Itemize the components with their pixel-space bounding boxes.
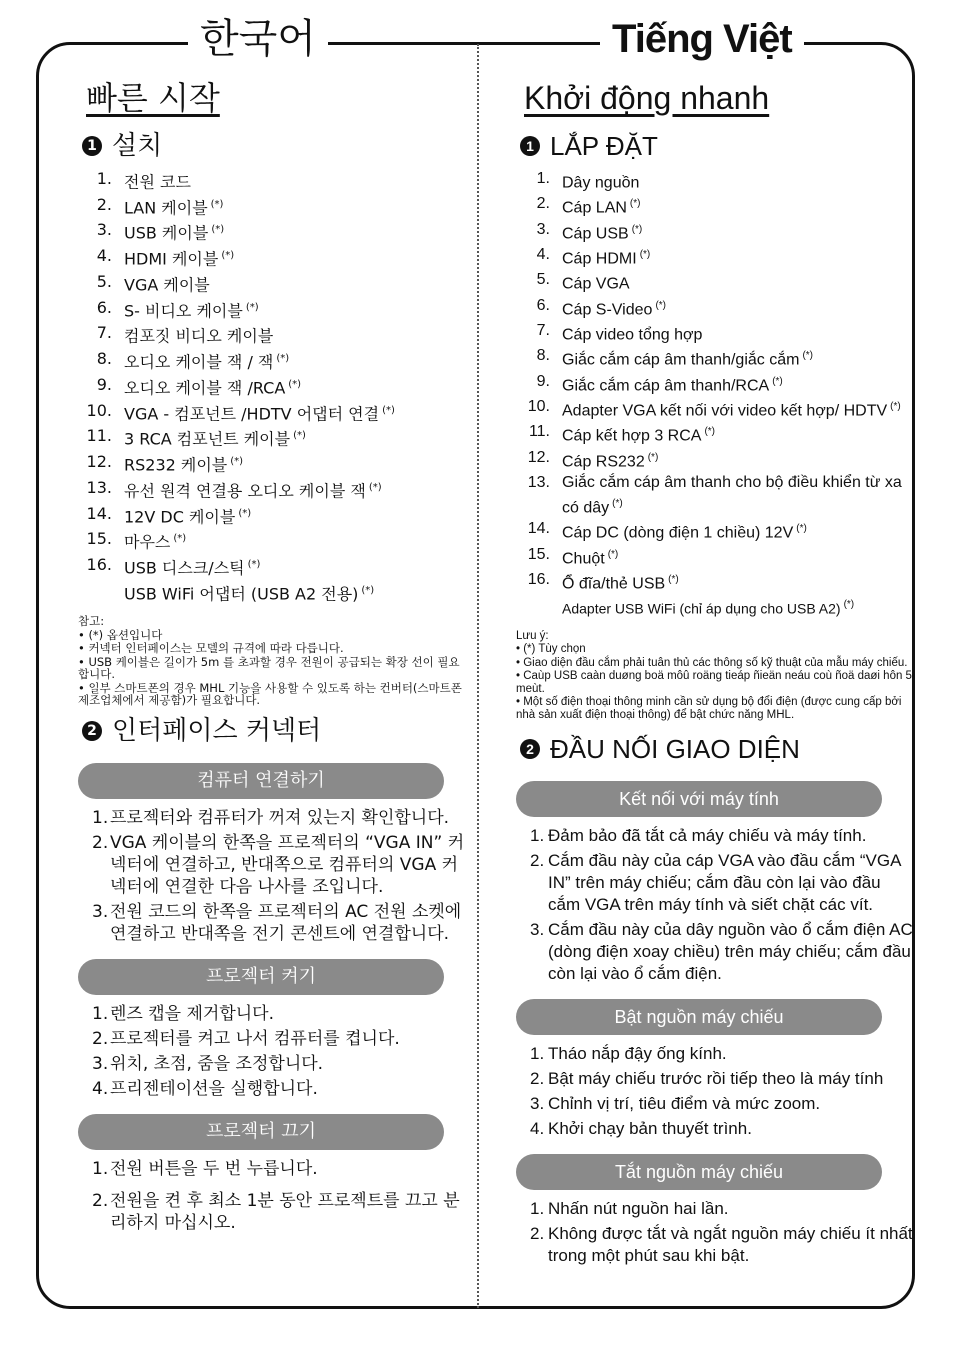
item-text: Cáp DC (dòng điện 1 chiều) 12V: [562, 524, 794, 542]
list-item: [516, 371, 916, 396]
optional-mark: (*): [382, 404, 395, 416]
korean-header: 한국어: [188, 14, 328, 64]
note-line: • Giao diện đầu cắm phải tuân thủ các thông số kỹ thuật của mẫu máy chiếu.: [516, 656, 908, 669]
item-text: Giắc cắm cáp âm thanh/RCA: [562, 376, 770, 394]
vietnamese-header: Tiếng Việt: [600, 14, 804, 64]
optional-mark: (*): [276, 353, 290, 365]
item-number: 5.: [96, 271, 112, 291]
item-text: 유선 원격 연결용 오디오 케이블 잭: [124, 481, 366, 501]
item-number: 3.: [96, 220, 112, 240]
note-line: • 일부 스마트폰의 경우 MHL 기능을 사용할 수 있도록 하는 컨버터(스마트폰 제조업체에서 제공함)가 필요합니다.: [78, 680, 462, 708]
note-line: • Một số điện thoại thông minh cần sử dụng bộ đổi điện (được cung cấp bởi nhà sản xuất điện thoại thông) để bật chức năng MHL.: [516, 696, 902, 721]
list-item: [78, 528, 468, 554]
step-row: [92, 807, 468, 829]
item-text: 3 RCA 컴포넌트 케이블: [124, 429, 291, 449]
item-text: Cáp video tổng hợp: [562, 326, 703, 344]
item-number: 15.: [527, 545, 550, 563]
step-row: [530, 825, 916, 847]
optional-mark: (*): [612, 497, 623, 509]
step-text: 렌즈 캡을 제거합니다.: [110, 1003, 275, 1024]
optional-mark: (*): [655, 299, 666, 311]
list-item: [78, 503, 468, 529]
item-number: 13.: [86, 477, 112, 497]
item-text: USB 케이블: [124, 223, 209, 243]
item-number: 2.: [96, 194, 112, 214]
item-number: 1.: [536, 170, 550, 187]
item-text: Cáp VGA: [562, 275, 630, 293]
optional-mark: (*): [704, 426, 716, 438]
item-number: 10.: [86, 400, 112, 420]
list-item: [78, 451, 468, 477]
list-item: [78, 400, 468, 426]
section-banner: Bật nguồn máy chiếu: [516, 999, 882, 1035]
step-number: 2.: [92, 832, 109, 853]
optional-mark: (*): [210, 198, 224, 210]
step-number: 1.: [530, 826, 545, 846]
vi-interface-title: ĐẦU NỐI GIAO DIỆN: [550, 734, 800, 765]
step-text: Đảm bảo đã tắt cả máy chiếu và máy tính.: [548, 826, 867, 846]
list-item: [78, 477, 468, 503]
step-number-icon: 1: [82, 136, 102, 156]
list-item: [516, 421, 916, 446]
step-row: [530, 1068, 916, 1090]
list-item: [516, 295, 916, 320]
vi-install-heading: [520, 128, 916, 164]
item-number: 5.: [536, 271, 550, 289]
step-number: 1.: [92, 1003, 109, 1024]
optional-mark: (*): [772, 375, 783, 387]
item-number: 7.: [96, 323, 112, 343]
optional-mark: (*): [293, 430, 306, 442]
step-text: Tháo nắp đậy ống kính.: [548, 1044, 727, 1064]
item-number: 9.: [536, 372, 550, 390]
item-text: Cáp LAN: [562, 199, 627, 217]
item-number: 8.: [96, 349, 112, 369]
list-item: [516, 269, 916, 294]
step-text: 위치, 초점, 줌을 조정합니다.: [110, 1053, 324, 1074]
list-item: [78, 168, 468, 194]
step-row: [92, 832, 468, 898]
item-text: Adapter VGA kết nối với video kết hợp/ HDTV: [562, 402, 888, 420]
ko-interface-heading: [82, 713, 468, 749]
list-item: [516, 219, 916, 244]
step-text: 프리젠테이션을 실행합니다.: [110, 1078, 318, 1099]
list-item: [78, 297, 468, 323]
step-text: Cắm đầu này của cáp VGA vào đầu cắm “VGA IN” trên máy chiếu; cắm đầu còn lại vào đầu cắm VGA trên máy tính và siết chặt các vít.: [548, 851, 901, 915]
list-item: [516, 396, 916, 421]
step-number: 1.: [92, 1158, 109, 1179]
step-number: 4.: [530, 1119, 545, 1139]
vi-notes: [516, 630, 916, 722]
step-number: 1.: [92, 807, 109, 828]
ko-item-list: [78, 168, 468, 605]
vi-item-list: [516, 168, 916, 620]
ko-connect-steps: [78, 807, 468, 945]
list-item: [516, 345, 916, 370]
notes-title: 참고:: [78, 614, 105, 629]
step-row: [92, 1003, 468, 1025]
optional-mark: (*): [647, 451, 659, 463]
step-number-icon: 1: [520, 136, 540, 156]
ko-install-title: 설치: [112, 131, 163, 161]
list-item: [78, 271, 468, 297]
item-number: 10.: [527, 397, 550, 415]
step-row: [530, 1223, 916, 1267]
item-text: Giắc cắm cáp âm thanh/giắc cắm: [562, 351, 800, 369]
list-item: [78, 425, 468, 451]
vi-poweroff-steps: [516, 1198, 916, 1267]
optional-mark: (*): [368, 481, 382, 493]
list-item: [78, 374, 468, 400]
list-item: [516, 569, 916, 620]
korean-column: [78, 70, 468, 1237]
step-text: Khởi chạy bản thuyết trình.: [548, 1119, 752, 1139]
optional-mark: (*): [629, 198, 641, 210]
step-row: [92, 1028, 468, 1050]
ko-poweroff-steps: [78, 1158, 468, 1234]
step-row: [92, 1158, 468, 1180]
item-text-extra: Adapter USB WiFi (chỉ áp dụng cho USB A2): [562, 600, 841, 617]
step-row: [92, 901, 468, 945]
optional-mark: (*): [230, 456, 244, 468]
note-line: • (*) 옵션입니다: [78, 627, 163, 642]
item-number: 13.: [527, 473, 550, 491]
step-number: 2.: [92, 1028, 109, 1049]
vi-install-title: LẮP ĐẶT: [550, 131, 658, 161]
ko-interface-title: 인터페이스 커넥터: [112, 715, 322, 746]
item-text: S- 비디오 케이블: [124, 301, 243, 320]
step-row: [530, 1093, 916, 1115]
item-text: LAN 케이블: [124, 198, 208, 218]
step-number: 2.: [530, 1069, 545, 1089]
step-row: [530, 1198, 916, 1220]
item-number: 8.: [536, 347, 550, 365]
item-text: 컴포짓 비디오 케이블: [124, 326, 274, 346]
list-item: [516, 193, 916, 218]
item-text: Chuột: [562, 549, 605, 567]
optional-mark: (*): [890, 400, 901, 412]
optional-mark: (*): [238, 507, 252, 519]
step-row: [530, 919, 916, 985]
step-text: Cắm đầu này của dây nguồn vào ổ cắm điện AC (dòng điện xoay chiều) trên máy chiếu; cắm đầu còn lại vào ổ cắm điện.: [548, 920, 913, 984]
list-item: [516, 320, 916, 345]
item-text: Dây nguồn: [562, 174, 640, 192]
item-number: 6.: [96, 297, 112, 317]
optional-mark: (*): [211, 224, 225, 236]
list-item: [78, 245, 468, 271]
list-item: [516, 244, 916, 269]
item-number: 12.: [86, 452, 112, 472]
step-row: [530, 1043, 916, 1065]
ko-notes: [78, 615, 468, 707]
note-line: • USB 케이블은 길이가 5m 를 초과할 경우 전원이 공급되는 확장 선이 필요합니다.: [78, 654, 460, 682]
item-text: USB 디스크/스틱: [124, 558, 245, 578]
item-text: 오디오 케이블 잭 / 잭: [124, 352, 274, 372]
item-number: 2.: [536, 195, 550, 213]
item-text: VGA 케이블: [124, 275, 210, 295]
optional-mark: (*): [631, 223, 643, 235]
item-text: VGA - 컴포넌트 /HDTV 어댑터 연결: [124, 403, 380, 423]
step-row: [92, 1053, 468, 1075]
step-text: Không được tắt và ngắt nguồn máy chiếu ít nhất trong một phút sau khi bật.: [548, 1224, 913, 1266]
step-row: [530, 850, 916, 916]
ko-poweron-steps: [78, 1003, 468, 1100]
list-item: [516, 447, 916, 472]
step-number: 2.: [530, 1224, 545, 1244]
step-text: Bật máy chiếu trước rồi tiếp theo là máy tính: [548, 1069, 884, 1089]
item-number: 1.: [96, 169, 112, 188]
list-item: [78, 194, 468, 220]
list-item: [516, 544, 916, 569]
item-text: 오디오 케이블 잭 /RCA: [124, 378, 286, 398]
item-text: 전원 코드: [124, 172, 191, 192]
notes-title: Lưu ý:: [516, 629, 549, 642]
step-number: 4.: [92, 1078, 109, 1099]
item-text: Cáp S-Video: [562, 300, 653, 318]
section-banner: Tắt nguồn máy chiếu: [516, 1154, 882, 1190]
step-number-icon: 2: [82, 721, 102, 741]
vietnamese-column: [516, 70, 916, 1270]
list-item: [78, 554, 468, 605]
list-item: [516, 518, 916, 543]
item-text: HDMI 케이블: [124, 249, 219, 269]
item-number: 16.: [86, 555, 112, 575]
item-number: 12.: [527, 448, 550, 466]
step-text: 프로젝터를 켜고 나서 컴퓨터를 켭니다.: [110, 1028, 400, 1049]
optional-mark: (*): [245, 301, 259, 313]
item-text: Cáp USB: [562, 224, 629, 242]
step-number: 2.: [530, 851, 545, 871]
step-text: Nhấn nút nguồn hai lần.: [548, 1199, 729, 1219]
step-text: VGA 케이블의 한쪽을 프로젝터의 “VGA IN” 커넥터에 연결하고, 반대쪽으로 컴퓨터의 VGA 커넥터에 연결한 다음 나사를 조입니다.: [110, 832, 465, 897]
note-line: • 커넥터 인터페이스는 모델의 규격에 따라 다릅니다.: [78, 641, 344, 656]
step-text: 프로젝터와 컴퓨터가 꺼져 있는지 확인합니다.: [110, 807, 450, 828]
vi-poweron-steps: [516, 1043, 916, 1140]
ko-quickstart-title: 빠른 시작: [86, 79, 220, 117]
optional-mark: (*): [221, 250, 235, 262]
item-number: 14.: [86, 503, 112, 523]
section-banner: 프로젝터 끄기: [78, 1114, 444, 1150]
step-text: 전원 코드의 한쪽을 프로젝터의 AC 전원 소켓에 연결하고 반대쪽을 전기 콘센트에 연결합니다.: [110, 901, 462, 944]
optional-mark: (*): [173, 533, 187, 545]
step-row: [92, 1078, 468, 1100]
step-number: 2.: [92, 1190, 109, 1211]
list-item: [78, 348, 468, 374]
item-number: 14.: [527, 520, 550, 538]
item-text: 마우스: [124, 532, 171, 552]
note-line: • Caùp USB caàn duøng boä môû roäng tieáp ñieän neáu coù ñoä daøi hôn 5 meùt.: [516, 670, 912, 695]
list-item: [516, 472, 916, 518]
column-divider: [477, 44, 479, 1308]
list-item: [516, 168, 916, 193]
step-text: 전원 버튼을 두 번 누릅니다.: [110, 1158, 318, 1179]
item-text: Ổ đĩa/thẻ USB: [562, 575, 666, 593]
item-number: 7.: [536, 321, 550, 339]
item-number: 3.: [536, 220, 550, 238]
optional-mark: (*): [668, 573, 679, 585]
step-text: 전원을 켠 후 최소 1분 동안 프로젝트를 끄고 분리하지 마십시오.: [110, 1190, 460, 1233]
step-number-icon: 2: [520, 739, 540, 759]
item-text: RS232 케이블: [124, 455, 228, 475]
item-number: 9.: [96, 374, 112, 394]
ko-install-heading: [82, 128, 468, 164]
list-item: [78, 219, 468, 245]
optional-mark: (*): [796, 523, 807, 535]
optional-mark: (*): [607, 548, 619, 560]
optional-mark: (*): [639, 248, 651, 260]
optional-mark: (*): [843, 599, 855, 611]
item-number: 11.: [86, 426, 112, 446]
step-number: 1.: [530, 1044, 545, 1064]
step-number: 1.: [530, 1199, 545, 1219]
item-text: Giắc cắm cáp âm thanh cho bộ điều khiển từ xa có dây: [562, 473, 902, 517]
vi-quickstart-title: Khởi động nhanh: [524, 80, 770, 116]
section-banner: 프로젝터 켜기: [78, 959, 444, 995]
item-text: Cáp HDMI: [562, 250, 637, 268]
item-text-extra: USB WiFi 어댑터 (USB A2 전용): [124, 584, 359, 604]
item-number: 4.: [536, 245, 550, 263]
item-text: 12V DC 케이블: [124, 506, 236, 526]
note-line: • (*) Tùy chọn: [516, 643, 586, 656]
item-number: 16.: [527, 570, 550, 588]
step-number: 3.: [530, 1094, 545, 1114]
optional-mark: (*): [288, 378, 302, 390]
item-text: Cáp RS232: [562, 452, 645, 470]
section-banner: Kết nối với máy tính: [516, 781, 882, 817]
item-number: 4.: [96, 246, 112, 266]
step-number: 3.: [530, 920, 545, 940]
optional-mark: (*): [361, 584, 375, 596]
list-item: [78, 322, 468, 348]
step-number: 3.: [92, 901, 109, 922]
step-number: 3.: [92, 1053, 109, 1074]
step-row: [530, 1118, 916, 1140]
optional-mark: (*): [247, 559, 261, 571]
step-text: Chỉnh vị trí, tiêu điểm và mức zoom.: [548, 1094, 821, 1114]
step-row: [92, 1190, 468, 1234]
optional-mark: (*): [802, 350, 813, 362]
item-number: 11.: [528, 423, 550, 441]
item-number: 6.: [536, 296, 550, 314]
item-text: Cáp kết hợp 3 RCA: [562, 427, 702, 445]
vi-interface-heading: [520, 731, 916, 767]
item-number: 15.: [86, 529, 112, 549]
section-banner: 컴퓨터 연결하기: [78, 763, 444, 799]
vi-connect-steps: [516, 825, 916, 985]
